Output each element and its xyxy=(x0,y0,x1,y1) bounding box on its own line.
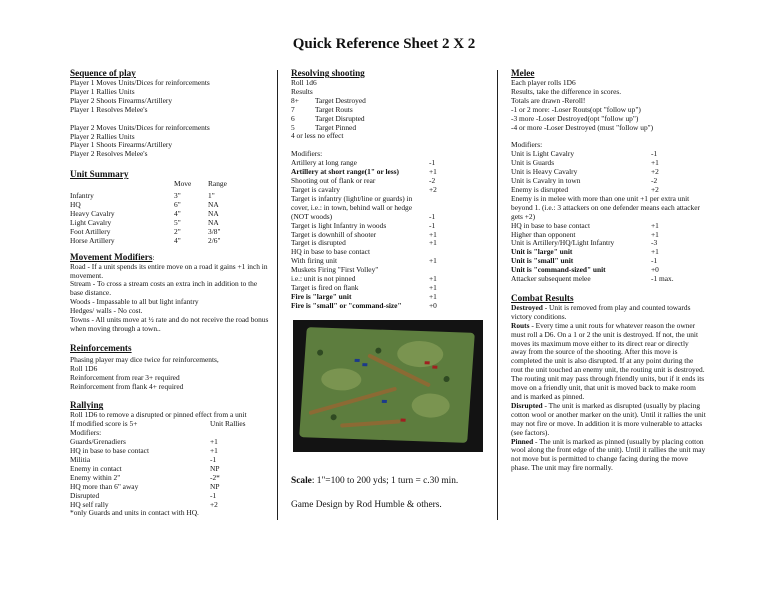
column-middle xyxy=(291,68,486,311)
rallying-intro: Roll 1D6 to remove a disrupted or pinned effect from a unit xyxy=(70,410,247,420)
combat-text: - Unit is removed from play and counted towards victory conditions. xyxy=(511,302,691,321)
movement-modifier: Stream - To cross a stream costs an extra inch in addition to the base distance. xyxy=(70,279,258,298)
modifier-value: -2 xyxy=(429,176,436,186)
sequence-step: Player 2 Moves Units/Dices for reinforcements xyxy=(70,122,210,132)
modifier-label: Unit is Heavy Cavalry xyxy=(511,167,578,177)
rallying-modifier-row xyxy=(70,483,270,492)
unit-summary-row xyxy=(70,192,270,201)
unit-range: NA xyxy=(208,200,219,210)
shooting-modifier-row xyxy=(291,284,486,293)
sequence-step: Player 1 Resolves Melee's xyxy=(70,104,148,114)
melee-line: Totals are drawn -Reroll! xyxy=(511,95,586,105)
column-divider-1 xyxy=(277,70,278,520)
modifier-value: +2 xyxy=(429,184,437,194)
reinforcements-line: Reinforcement from rear 3+ required xyxy=(70,372,180,382)
hill-shape xyxy=(396,340,444,368)
reinforcements-line: Reinforcement from flank 4+ required xyxy=(70,381,184,391)
reinforcements-line: Roll 1D6 xyxy=(70,363,98,373)
shooting-modifier-row xyxy=(291,195,486,222)
modifier-label: With firing unit xyxy=(291,257,338,266)
sequence-step: Player 2 Resolves Melee's xyxy=(70,149,148,159)
melee-line: -4 or more -Loser Destroyed (must "follow up") xyxy=(511,122,654,132)
shooting-modifier-row xyxy=(291,257,486,266)
combat-results-heading: Combat Results xyxy=(511,292,574,303)
modifier-value: +1 xyxy=(210,437,218,447)
movement-modifier: Hedges/ walls - No cost. xyxy=(70,306,143,316)
modifier-value: NP xyxy=(210,463,220,473)
hill-shape xyxy=(321,368,363,391)
shooting-heading: Resolving shooting xyxy=(291,68,365,78)
scale-label: Scale xyxy=(291,476,312,486)
unit-move: 3" xyxy=(174,191,181,201)
rallying-condition-label: If modified score is 5+ xyxy=(70,419,138,429)
sequence-list-a xyxy=(70,79,270,115)
result-effect: Target Destroyed xyxy=(315,95,366,105)
modifier-value: -1 xyxy=(651,149,658,159)
movement-modifier: Towns - All units move at ½ rate and do not receive the road bonus when moving through a town.. xyxy=(70,315,269,333)
modifier-value: +2 xyxy=(651,167,659,177)
shooting-modifier-row xyxy=(291,248,486,257)
modifier-label: Unit is "large" unit xyxy=(511,247,573,257)
movement-heading-colon: : xyxy=(152,252,155,262)
modifier-value: +1 xyxy=(429,291,437,301)
modifier-label: Fire is "large" unit xyxy=(291,292,352,301)
modifier-label: HQ in base to base contact xyxy=(511,220,591,230)
result-score: 8+ xyxy=(291,95,299,105)
rallying-heading: Rallying xyxy=(70,400,104,411)
movement-modifier: Woods - Impassable to all but light infantry xyxy=(70,297,199,307)
shooting-modifiers-label: Modifiers: xyxy=(291,149,323,159)
modifier-label: Unit is Cavalry in town xyxy=(511,176,581,186)
modifier-label: Shooting out of flank or rear xyxy=(291,177,376,186)
scale-text: : 1"=100 to 200 yds; 1 turn = c.30 min. xyxy=(311,476,459,486)
rallying-condition-value: Unit Rallies xyxy=(210,419,246,429)
combat-term: Pinned xyxy=(511,436,534,446)
modifier-value: +2 xyxy=(210,499,218,509)
modifier-value: +0 xyxy=(429,300,437,310)
shooting-modifier-row xyxy=(291,177,486,186)
modifier-value: -3 xyxy=(651,238,658,248)
modifier-label: Attacker subsequent melee xyxy=(511,274,591,284)
modifier-value: -1 xyxy=(429,158,436,168)
sequence-step: Player 1 Shoots Firearms/Artillery xyxy=(70,140,173,150)
combat-result-routs xyxy=(511,322,706,402)
combat-text: - The unit is marked as disrupted (usually by placing cotton wool or another marker on the unit). Until it rallies the unit may not fire or move. In addition it is more vulnerable to attacks (see factors). xyxy=(511,400,706,437)
unit-name: Infantry xyxy=(70,191,94,201)
unit-name: Horse Artillery xyxy=(70,235,115,245)
red-unit-marker xyxy=(432,366,437,369)
shooting-modifier-row xyxy=(291,231,486,240)
unit-summary-row xyxy=(70,237,270,246)
modifier-label: Target is disrupted xyxy=(291,239,346,248)
modifier-label: Artillery at short range(1" or less) xyxy=(291,168,400,177)
modifier-label: Guards/Grenadiers xyxy=(70,437,126,447)
modifier-value: +1 xyxy=(651,158,659,168)
rallying-modifiers-label: Modifiers: xyxy=(70,428,102,438)
unit-move: 4" xyxy=(174,235,181,245)
modifier-label: HQ in base to base contact xyxy=(70,446,150,456)
shooting-roll: Roll 1d6 xyxy=(291,78,317,87)
melee-modifier-row xyxy=(511,275,706,284)
tree-shape xyxy=(375,348,381,354)
shooting-modifier-row xyxy=(291,222,486,231)
sequence-list-b xyxy=(70,124,270,160)
tree-shape xyxy=(443,376,449,382)
unit-summary-blank xyxy=(70,180,174,189)
modifier-label: HQ more than 6" away xyxy=(70,481,139,491)
modifier-label: HQ self rally xyxy=(70,499,109,509)
wargame-table-photo xyxy=(293,320,483,452)
modifier-value: -1 xyxy=(210,455,217,464)
modifier-value: -1 xyxy=(429,220,436,230)
unit-summary-range-header: Range xyxy=(208,179,227,189)
unit-name: Light Cavalry xyxy=(70,217,112,227)
combat-text: - Every time a unit routs for whatever reason the owner must roll a D6. On a 1 or 2 the unit is destroyed. If not, the unit moves its maximum move either to its direct rear or directly away from the source of the shooting. After this move is completed the unit is also disrupted. If at any point during the rout the unit touched an enemy unit, the routing unit is destroyed. The routing unit may pass through friendly units, but if it ends its move on a friendly unit, that unit is moved back to make room and is marked as pinned. xyxy=(511,320,705,401)
modifier-value: -1 xyxy=(429,211,436,221)
table-terrain xyxy=(299,327,475,443)
modifier-value: +1 xyxy=(429,282,437,292)
modifier-label: Unit is Guards xyxy=(511,158,555,168)
melee-extra-attackers: Enemy is in melee with more than one unit +1 per extra unit beyond 1. (i.e.: 3 attackers on one defender means each attacker gets +2) xyxy=(511,193,700,221)
modifier-label: Muskets Firing "First Volley" xyxy=(291,266,379,275)
blue-unit-marker xyxy=(382,400,387,403)
unit-range: 2/6" xyxy=(208,235,221,245)
modifier-label: Unit is Artillery/HQ/Light Infantry xyxy=(511,238,615,248)
modifier-value: +1 xyxy=(429,229,437,239)
combat-result-pinned xyxy=(511,438,706,474)
unit-name: Heavy Cavalry xyxy=(70,208,115,218)
modifier-value: +1 xyxy=(429,256,437,266)
blue-unit-marker xyxy=(362,363,367,366)
modifier-value: -1 xyxy=(210,490,217,500)
result-score: 7 xyxy=(291,104,295,114)
modifier-value: -1 max. xyxy=(651,274,674,284)
sequence-step: Player 2 Shoots Firearms/Artillery xyxy=(70,95,173,105)
modifier-value: -2* xyxy=(210,472,220,482)
red-unit-marker xyxy=(425,361,430,364)
unit-move: 6" xyxy=(174,200,181,210)
scale-note xyxy=(291,476,458,486)
melee-line: -3 more -Loser Destroyed(opt "follow up") xyxy=(511,113,639,123)
result-effect: Target Pinned xyxy=(315,122,357,132)
modifier-value: -2 xyxy=(651,176,658,186)
modifier-value: +1 xyxy=(651,229,659,239)
modifier-value: NP xyxy=(210,481,220,491)
tree-shape xyxy=(330,414,336,420)
modifier-label: Target is cavalry xyxy=(291,185,341,194)
result-effect: Target Disrupted xyxy=(315,113,365,123)
unit-summary-header-row xyxy=(70,180,270,189)
modifier-label: Unit is Light Cavalry xyxy=(511,149,575,159)
modifier-label: Target is infantry (light/line or guards) in cover, i.e.: in town, behind wall or hedge (NOT woods) xyxy=(291,193,413,221)
column-left xyxy=(70,68,270,518)
design-credit: Game Design by Rod Humble & others. xyxy=(291,500,442,510)
shooting-no-effect: 4 or less no effect xyxy=(291,131,344,141)
unit-move: 2" xyxy=(174,226,181,236)
modifier-label: Fire is "small" or "command-size" xyxy=(291,301,402,310)
red-unit-marker xyxy=(400,419,405,422)
modifier-label: Unit is "small" unit xyxy=(511,256,574,266)
shooting-modifier-row xyxy=(291,159,486,168)
modifier-label: HQ in base to base contact xyxy=(291,248,371,257)
modifier-value: -1 xyxy=(651,256,658,266)
modifier-label: Enemy in contact xyxy=(70,463,122,473)
road-shape xyxy=(340,419,400,427)
melee-modifiers-label: Modifiers: xyxy=(511,140,543,150)
melee-line: -1 or 2 more: -Loser Routs(opt "follow up") xyxy=(511,104,641,114)
shooting-modifier-row xyxy=(291,275,486,284)
modifier-label: Militia xyxy=(70,455,91,464)
unit-name: Foot Artillery xyxy=(70,226,111,236)
unit-summary-heading: Unit Summary xyxy=(70,169,129,180)
unit-move: 4" xyxy=(174,208,181,218)
movement-heading-line xyxy=(70,252,270,263)
reinforcements-heading: Reinforcements xyxy=(70,342,132,353)
reinforcements-line: Phasing player may dice twice for reinforcements, xyxy=(70,354,219,364)
unit-move: 5" xyxy=(174,217,181,227)
melee-line: Results, take the difference in scores. xyxy=(511,86,622,96)
modifier-label: Disrupted xyxy=(70,490,100,500)
modifier-label: Artillery at long range xyxy=(291,159,357,168)
shooting-modifier-row xyxy=(291,293,486,302)
unit-summary-move-header: Move xyxy=(174,179,192,189)
modifier-value: +1 xyxy=(651,247,659,257)
shooting-modifier-row xyxy=(291,266,486,275)
result-score: 6 xyxy=(291,113,295,123)
sequence-step: Player 2 Rallies Units xyxy=(70,131,135,141)
rallying-modifier-row xyxy=(70,447,270,456)
modifier-label: i.e.: unit is not pinned xyxy=(291,275,356,284)
modifier-value: +1 xyxy=(651,220,659,230)
modifier-value: +1 xyxy=(429,274,437,284)
shooting-modifier-row xyxy=(291,168,486,177)
blue-unit-marker xyxy=(355,359,360,362)
modifier-value: +0 xyxy=(651,265,659,275)
combat-result-destroyed xyxy=(511,304,706,322)
modifier-label: Unit is "command-sized" unit xyxy=(511,265,606,275)
rallying-note: *only Guards and units in contact with HQ. xyxy=(70,508,199,518)
modifier-value: +1 xyxy=(429,167,437,177)
tree-shape xyxy=(317,349,323,355)
shooting-modifier-row xyxy=(291,239,486,248)
unit-range: 3/8" xyxy=(208,226,221,236)
modifier-value: +1 xyxy=(429,238,437,248)
sequence-heading: Sequence of play xyxy=(70,68,136,78)
shooting-results-label: Results xyxy=(291,86,313,96)
unit-name: HQ xyxy=(70,200,81,210)
column-right xyxy=(511,68,706,473)
combat-term: Destroyed xyxy=(511,302,543,312)
combat-term: Routs xyxy=(511,320,530,330)
movement-heading: Movement Modifiers xyxy=(70,251,153,262)
melee-line: Each player rolls 1D6 xyxy=(511,78,576,87)
page-title: Quick Reference Sheet 2 X 2 xyxy=(292,36,476,52)
shooting-modifier-row xyxy=(291,302,486,311)
result-effect: Target Routs xyxy=(315,104,353,114)
column-divider-2 xyxy=(497,70,498,520)
melee-heading: Melee xyxy=(511,68,535,78)
modifier-value: +1 xyxy=(210,446,218,456)
combat-result-disrupted xyxy=(511,402,706,438)
sequence-step: Player 1 Moves Units/Dices for reinforcements xyxy=(70,78,210,87)
modifier-label: Enemy within 2" xyxy=(70,472,121,482)
unit-range: NA xyxy=(208,208,219,218)
combat-term: Disrupted xyxy=(511,400,543,410)
hill-shape xyxy=(411,393,451,418)
modifier-label: Enemy is disrupted xyxy=(511,184,569,194)
modifier-label: Target is downhill of shooter xyxy=(291,230,377,239)
unit-range: NA xyxy=(208,217,219,227)
unit-range: 1" xyxy=(208,191,215,201)
result-score: 5 xyxy=(291,122,295,132)
modifier-label: Target is fired on flank xyxy=(291,283,359,292)
modifier-value: +2 xyxy=(651,184,659,194)
combat-text: - The unit is marked as pinned (usually by placing cotton wool along the front edge of the unit). Until it rallies the unit may not move but is permitted to change facing during the move phase. The unit may fire normally. xyxy=(511,436,706,473)
modifier-label: Target is light Infantry in woods xyxy=(291,221,387,230)
movement-modifier: Road - If a unit spends its entire move on a road it gains +1 inch in movement. xyxy=(70,261,268,280)
modifier-label: Higher than opponent xyxy=(511,229,576,239)
sequence-step: Player 1 Rallies Units xyxy=(70,86,135,96)
